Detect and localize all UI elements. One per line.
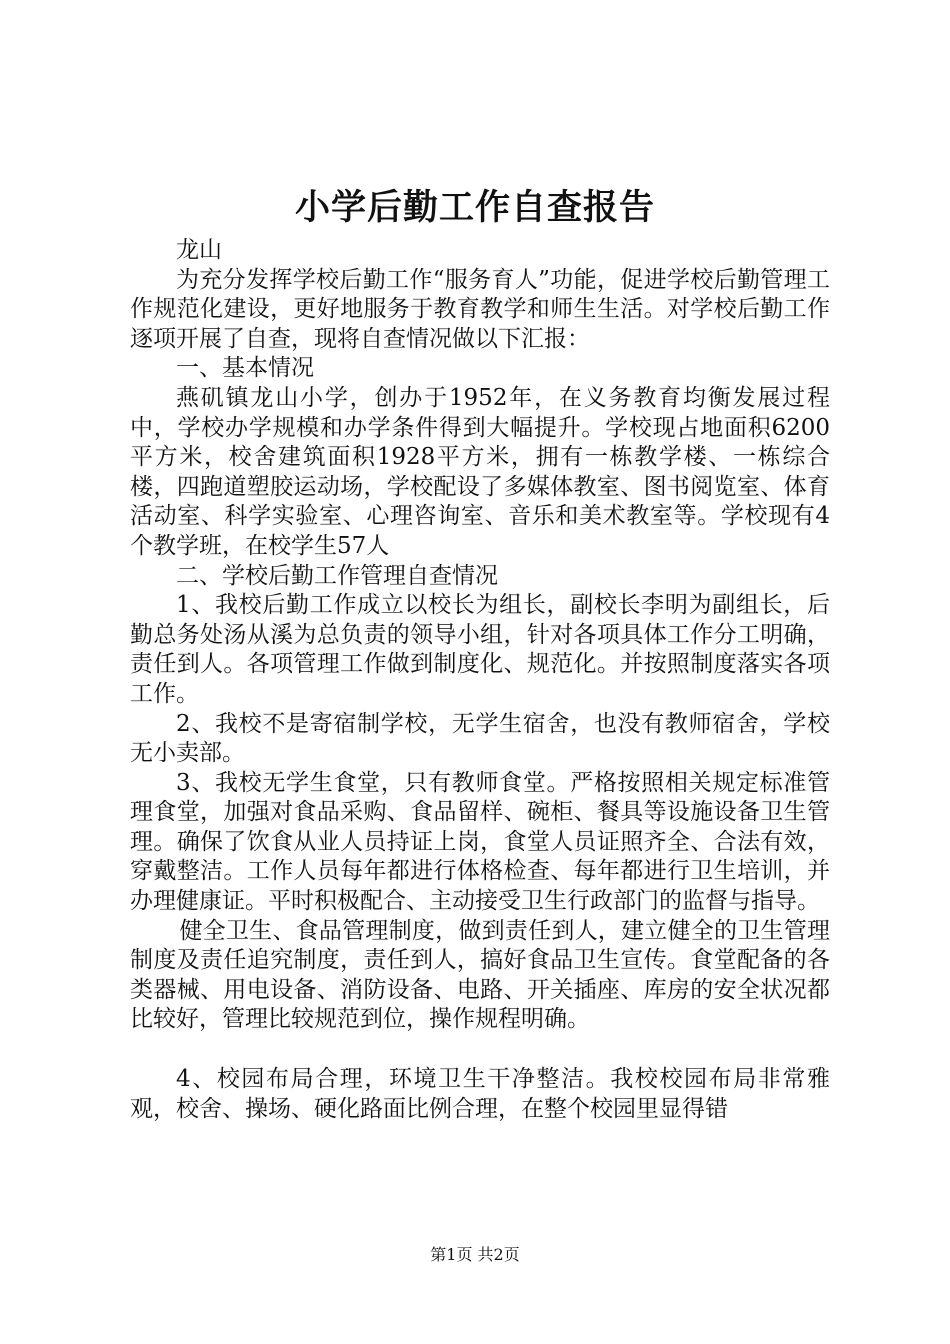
paragraph-item-3: 3、我校无学生食堂，只有教师食堂。严格按照相关规定标准管理食堂，加强对食品采购、食品留样、碗柜、餐具等设施设备卫生管理。确保了饮食从业人员持证上岗，食堂人员证照齐全、合法有效，穿戴整洁。工作人员每年都进行体格检查、每年都进行卫生培训，并办理健康证。平时积极配合、主动接受卫生行政部门的监督与指导。 [130,769,830,915]
paragraph-gap [130,1035,830,1065]
heading-basic-situation: 一、基本情况 [176,355,314,382]
paragraph-item-1: 1、我校后勤工作成立以校长为组长，副校长李明为副组长，后勤总务处汤从溪为总负责的领导小组，针对各项具体工作分工明确，责任到人。各项管理工作做到制度化、规范化。并按照制度落实各项工作。 [130,592,830,707]
paragraph-basic-situation: 燕矶镇龙山小学，创办于1952年，在义务教育均衡发展过程中，学校办学规模和办学条件得到大幅提升。学校现占地面积6200平方米，校舍建筑面积1928平方米，拥有一栋教学楼、一栋综合楼，四跑道塑胶运动场，学校配设了多媒体教室、图书阅览室、体育活动室、科学实验室、心理咨询室、音乐和美术教室等。学校现有4个教学班，在校学生57人 [130,384,830,559]
paragraph-author: 龙山 [176,237,222,263]
paragraph-intro: 为充分发挥学校后勤工作“服务育人”功能，促进学校后勤管理工作规范化建设，更好地服务于教育教学和师生生活。对学校后勤工作逐项开展了自查，现将自查情况做以下汇报： [130,266,830,352]
paragraph-hygiene: 健全卫生、食品管理制度，做到责任到人，建立健全的卫生管理制度及责任追究制度，责任到人，搞好食品卫生宣传。食堂配备的各类器械、用电设备、消防设备、电路、开关插座、库房的安全状况都比较好，管理比较规范到位，操作规程明确。 [130,917,830,1033]
page-footer: 第1页 共2页 [430,1245,520,1264]
paragraph-item-2: 2、我校不是寄宿制学校，无学生宿舍，也没有教师宿舍，学校无小卖部。 [130,710,830,767]
heading-self-check: 二、学校后勤工作管理自查情况 [176,562,498,589]
paragraph-item-4: 4、校园布局合理，环境卫生干净整洁。我校校园布局非常雅观，校舍、操场、硬化路面比例合理，在整个校园里显得错 [130,1066,830,1122]
document-body [130,236,830,1124]
document-title: 小学后勤工作自查报告 [294,187,655,228]
